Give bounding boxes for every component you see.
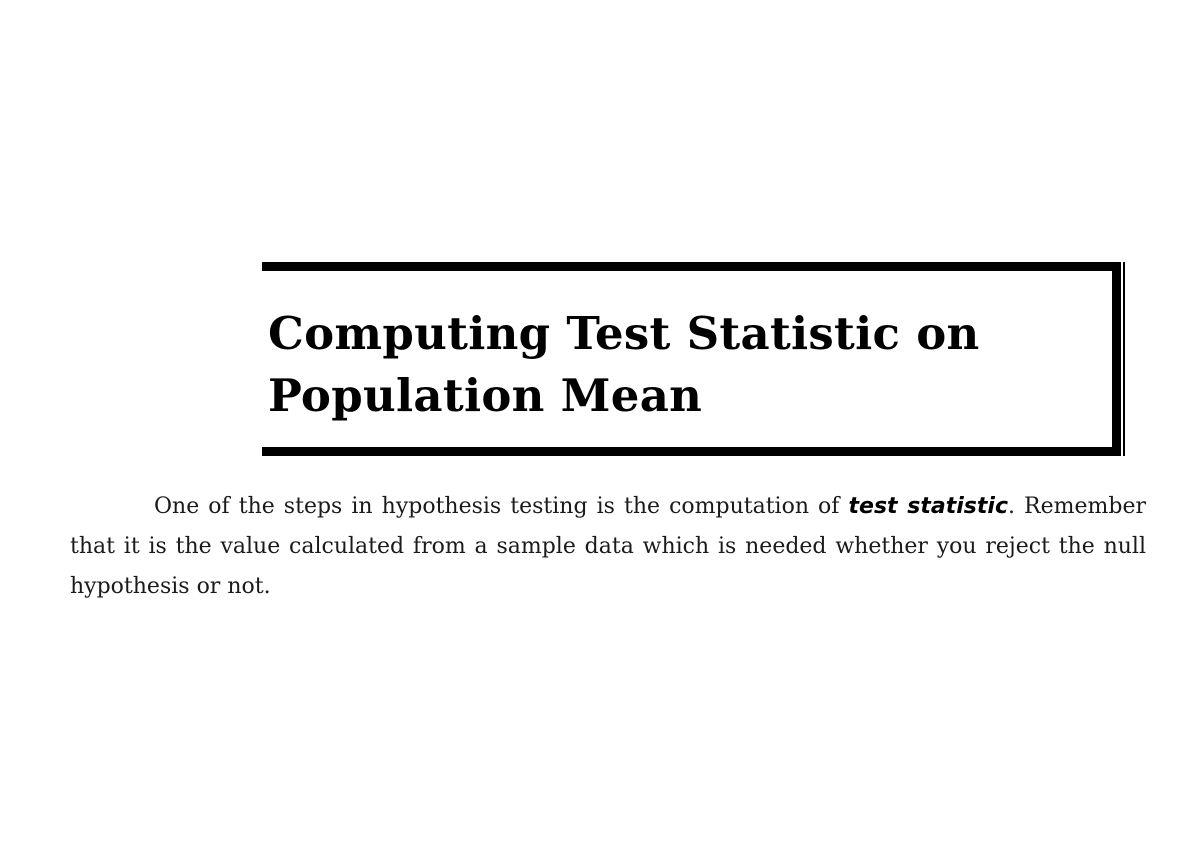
- paragraph-text-end: . Remember that it is the value calculated from a sample data which is needed whether you reject the null hypothesis or not.: [70, 494, 1146, 599]
- key-term: test statistic: [848, 494, 1008, 519]
- page-title: [268, 303, 980, 427]
- intro-paragraph: [70, 487, 1146, 607]
- paragraph-text-start: One of the steps in hypothesis testing is the computation of: [154, 494, 849, 519]
- title-line-2: Population Mean: [268, 369, 703, 422]
- title-box: [262, 262, 1121, 456]
- title-line-1: Computing Test Statistic on: [268, 307, 980, 360]
